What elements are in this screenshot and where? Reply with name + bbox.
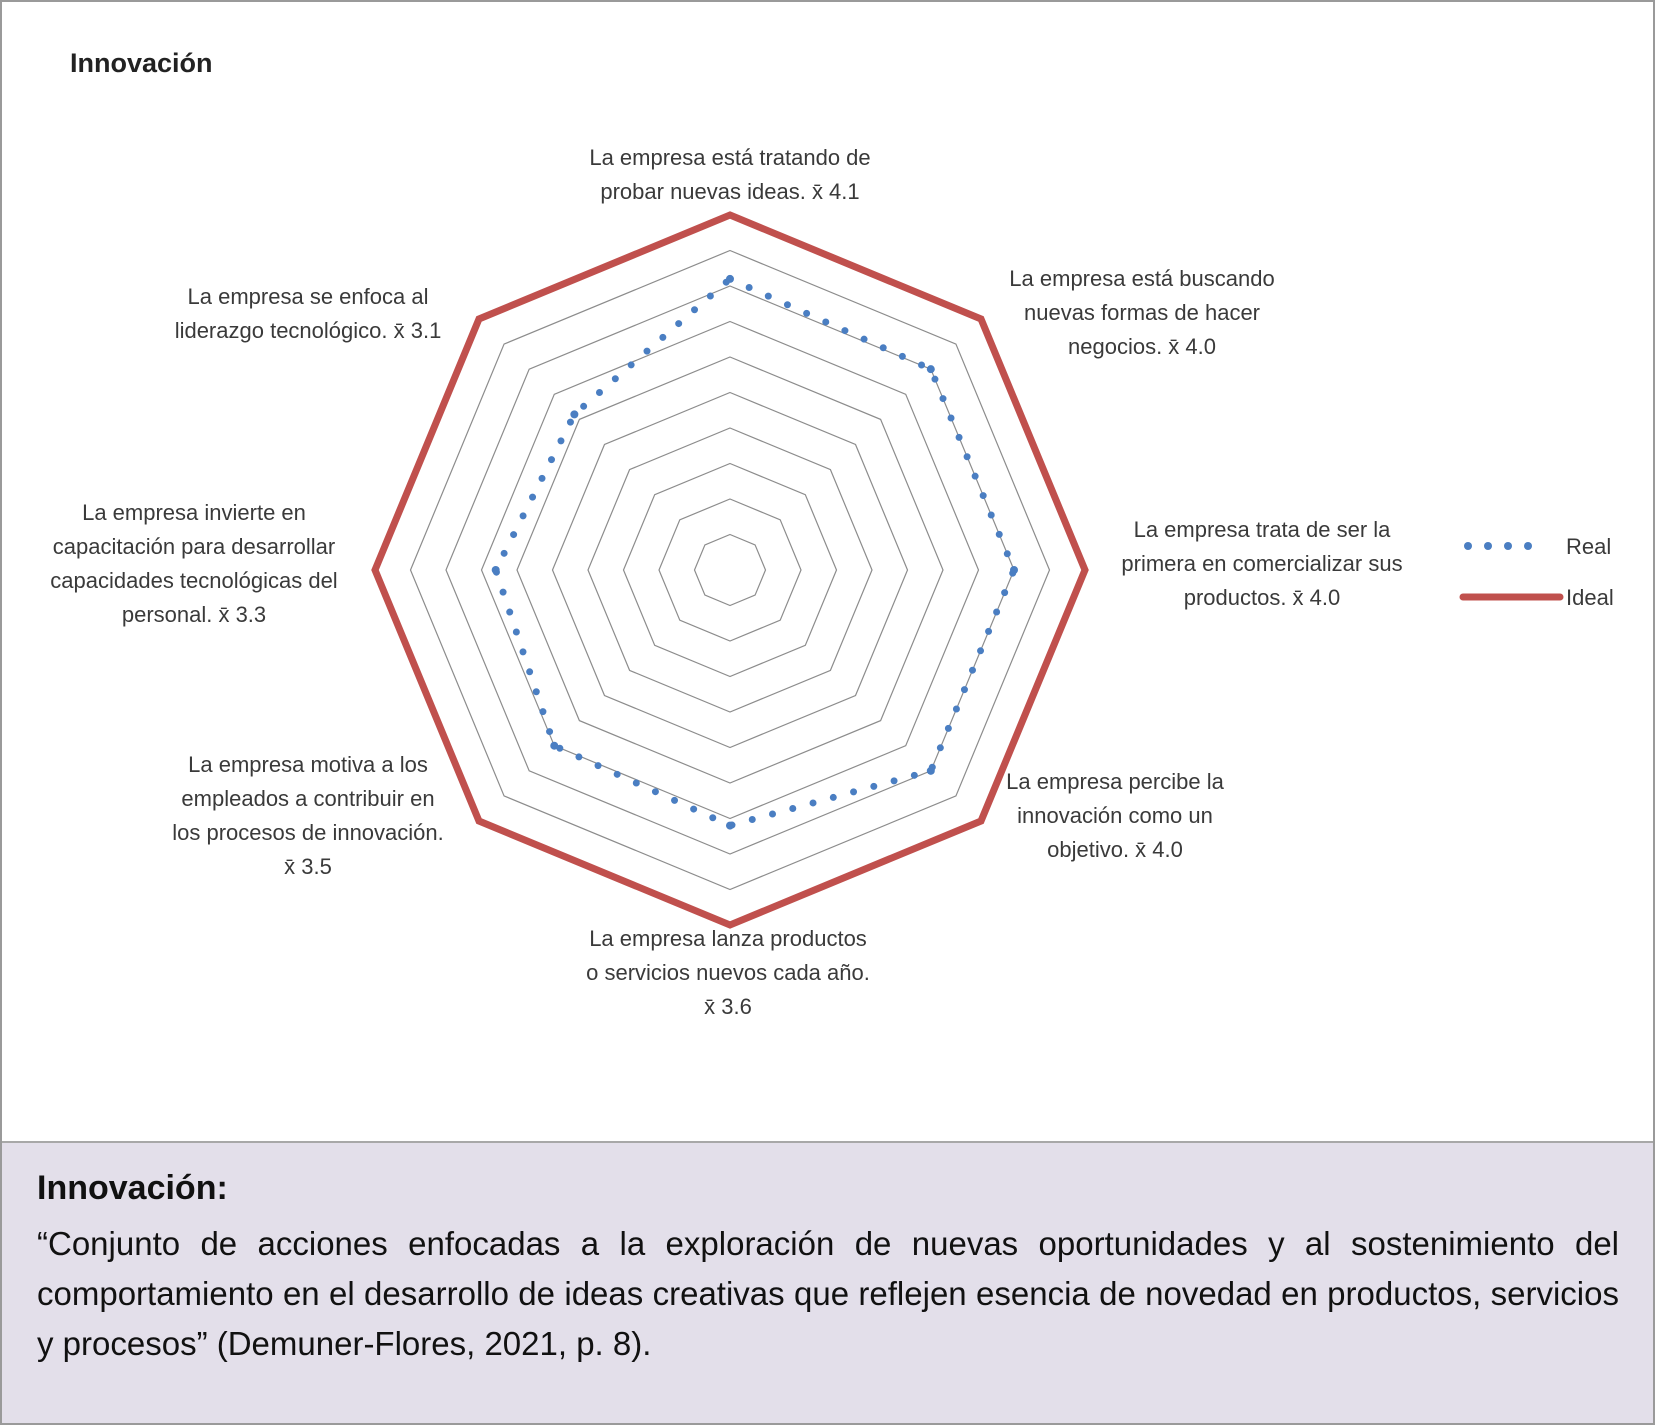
- axis-label: [1009, 266, 1274, 359]
- legend-real-symbol: [1504, 542, 1512, 550]
- axis-label-line: innovación como un: [1017, 803, 1213, 828]
- real-data-point: [927, 365, 935, 373]
- real-data-point: [492, 566, 500, 574]
- legend-real-symbol: [1464, 542, 1472, 550]
- real-data-point: [570, 410, 578, 418]
- axis-label-line: capacitación para desarrollar: [52, 534, 336, 559]
- axis-label-line: probar nuevas ideas. x̄ 4.1: [600, 179, 860, 204]
- axis-label-line: x̄ 3.5: [284, 854, 332, 879]
- grid-ring: [695, 535, 766, 606]
- axis-label-line: La empresa motiva a los: [188, 752, 428, 777]
- axis-label-line: negocios. x̄ 4.0: [1068, 334, 1216, 359]
- real-data-point: [1010, 566, 1018, 574]
- caption-title: Innovación:: [37, 1169, 228, 1207]
- axis-label-line: capacidades tecnológicas del: [50, 568, 338, 593]
- legend-real-symbol: [1484, 542, 1492, 550]
- caption-box: [2, 1141, 1653, 1423]
- radar-chart-area: [2, 2, 1653, 1141]
- axis-label: [175, 284, 442, 343]
- axis-label-line: empleados a contribuir en: [181, 786, 435, 811]
- grid-ring: [588, 428, 872, 712]
- axis-label-line: personal. x̄ 3.3: [121, 602, 267, 627]
- axis-label-line: La empresa está tratando de: [589, 145, 871, 170]
- axis-label-line: La empresa trata de ser la: [1133, 517, 1391, 542]
- axis-label: [589, 145, 870, 204]
- chart-title: Innovación: [70, 48, 213, 78]
- axis-label-line: x̄ 3.6: [704, 994, 752, 1019]
- grid-ring: [553, 393, 908, 748]
- real-data-point: [550, 742, 558, 750]
- grid-ring: [624, 464, 837, 677]
- axis-label-line: La empresa está buscando: [1009, 266, 1275, 291]
- legend-real-symbol: [1524, 542, 1532, 550]
- axis-label: [1121, 517, 1402, 610]
- axis-label: [172, 752, 444, 879]
- axis-label: [50, 500, 337, 627]
- caption-body: “Conjunto de acciones enfocadas a la exploración de nuevas oportunidades y al sostenimiento del comportamiento en el desarrollo de ideas creativas que reflejen esencia de novedad en productos, servicios y procesos” (Demuner-Flores, 2021, p. 8).: [37, 1225, 1619, 1362]
- grid-ring: [517, 357, 943, 783]
- axis-label-line: La empresa lanza productos: [589, 926, 867, 951]
- grid-ring: [659, 499, 801, 641]
- axis-label-line: La empresa invierte en: [82, 500, 306, 525]
- grid-ring: [411, 251, 1050, 890]
- real-data-point: [726, 275, 734, 283]
- axis-label-line: productos. x̄ 4.0: [1183, 585, 1341, 610]
- real-data-point: [726, 822, 734, 830]
- real-data-point: [927, 767, 935, 775]
- axis-label-line: liderazgo tecnológico. x̄ 3.1: [174, 318, 442, 343]
- axis-label-line: nuevas formas de hacer: [1023, 300, 1261, 325]
- legend-real-label: Real: [1566, 534, 1612, 559]
- axis-label-line: objetivo. x̄ 4.0: [1047, 837, 1183, 862]
- legend-ideal-label: Ideal: [1566, 585, 1614, 610]
- radar-chart: [2, 2, 1653, 1141]
- axis-label-line: La empresa percibe la: [1006, 769, 1224, 794]
- axis-label: [1006, 769, 1224, 862]
- axis-label: [586, 926, 870, 1019]
- axis-label-line: La empresa se enfoca al: [187, 284, 429, 309]
- axis-label-line: o servicios nuevos cada año.: [586, 960, 870, 985]
- axis-label-line: primera en comercializar sus: [1121, 551, 1403, 576]
- axis-label-line: los procesos de innovación.: [172, 820, 444, 845]
